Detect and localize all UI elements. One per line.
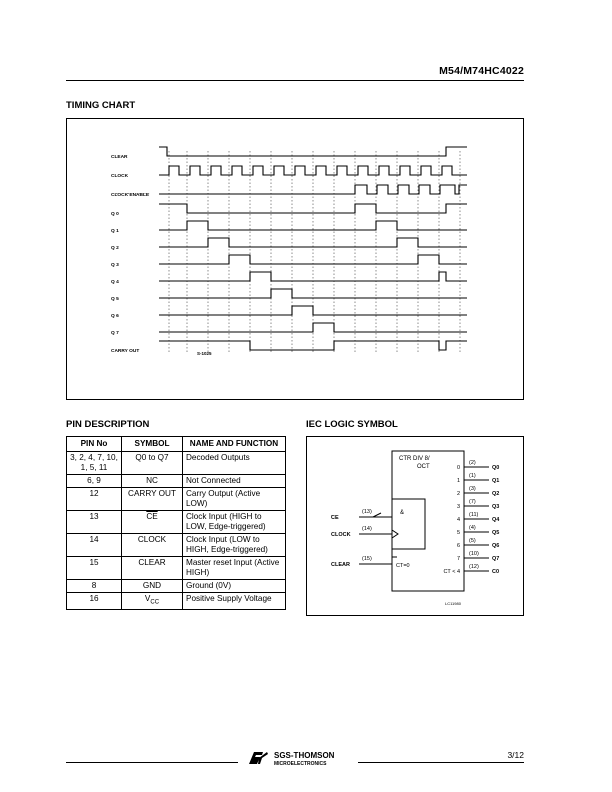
iec-symbol-frame [306, 436, 524, 616]
table-row [67, 593, 286, 610]
q7-waveform [159, 323, 467, 332]
output-index: 4 [456, 517, 460, 523]
pin-function: Decoded Outputs [183, 452, 286, 475]
header-rule [66, 80, 524, 81]
table-row [67, 557, 286, 580]
pin-description-table [66, 436, 286, 610]
pin-number: 15 [67, 557, 122, 580]
signal-label: Q 4 [111, 280, 119, 285]
signal-label: Q 7 [111, 331, 119, 336]
input-pin-clock: (14) [362, 526, 372, 532]
output-pin: (2) [469, 460, 476, 466]
table-row [67, 511, 286, 534]
output-pin: (12) [469, 564, 479, 570]
pin-symbol-vcc-subscript: CC [150, 599, 160, 606]
pin-number: 6, 9 [67, 475, 122, 488]
pin-function: Ground (0V) [183, 580, 286, 593]
timing-figure-code: S-1025 [197, 351, 212, 356]
pin-symbol: CLOCK [122, 534, 183, 557]
output-label: Q5 [492, 530, 500, 536]
output-index: 2 [456, 491, 460, 497]
signal-label: Q 0 [111, 212, 119, 217]
pin-number: 13 [67, 511, 122, 534]
pin-number: 8 [67, 580, 122, 593]
signal-label: Q 2 [111, 246, 119, 251]
pin-function: Positive Supply Voltage [183, 593, 286, 610]
output-label: Q2 [492, 491, 500, 497]
table-row [67, 488, 286, 511]
pin-number: 3, 2, 4, 7, 10, 1, 5, 11 [67, 452, 122, 475]
carry-out-waveform [159, 341, 467, 350]
signal-label: CLEAR [111, 155, 128, 160]
signal-label: Q 5 [111, 297, 119, 302]
output-pin: (10) [469, 551, 479, 557]
pin-number: 16 [67, 593, 122, 610]
output-label: C0 [492, 569, 500, 575]
output-label: Q0 [492, 465, 500, 471]
clock-waveform [159, 166, 467, 175]
clock-edge-marker [392, 530, 398, 538]
st-logo-icon [246, 750, 270, 771]
output-pin: (3) [469, 486, 476, 492]
signal-label: CARRY OUT [111, 349, 140, 354]
brand-subtitle: MICROELECTRONICS [274, 761, 327, 767]
pin-symbol: Q0 to Q7 [122, 452, 183, 475]
brand-name: SGS-THOMSON [274, 751, 335, 760]
pin-symbol-vcc: V [144, 594, 151, 603]
pin-symbol: CLEAR [122, 557, 183, 580]
output-index: CT < 4 [443, 569, 460, 575]
q5-waveform [159, 289, 467, 298]
output-pin: (11) [469, 512, 479, 518]
pin-symbol: GND [122, 580, 183, 593]
output-pin: (5) [469, 538, 476, 544]
col-header-pin: PIN No [67, 437, 122, 452]
col-header-symbol: SYMBOL [122, 437, 183, 452]
input-label-clock: CLOCK [331, 532, 351, 538]
signal-label: Q 3 [111, 263, 119, 268]
output-pin: (7) [469, 499, 476, 505]
pin-function: Not Connected [183, 475, 286, 488]
pin-number: 12 [67, 488, 122, 511]
block-title-line2: OCT [417, 464, 430, 470]
input-label-clear: CLEAR [331, 562, 350, 568]
output-index: 6 [456, 543, 460, 549]
col-header-function: NAME AND FUNCTION [183, 437, 286, 452]
pin-symbol-ce: $\overline{CE}$ [146, 512, 158, 521]
pin-function: Carry Output (Active LOW) [183, 488, 286, 511]
ct0-marker: CT=0 [396, 563, 410, 569]
footer-rule-right [358, 762, 524, 763]
signal-label: CLOCK [111, 174, 129, 179]
output-index: 1 [456, 478, 460, 484]
output-label: Q7 [492, 556, 500, 562]
pin-symbol: NC [122, 475, 183, 488]
table-row [67, 580, 286, 593]
pin-function: Clock Input (LOW to HIGH, Edge-triggered) [183, 534, 286, 557]
input-pin-ce: (13) [362, 509, 372, 515]
block-title-line1: CTR DIV 8/ [399, 456, 430, 462]
iec-logic-diagram [307, 437, 523, 615]
pin-symbol: CARRY OUT [122, 488, 183, 511]
output-index: 7 [456, 556, 460, 562]
ce-negation-mark [373, 513, 381, 517]
page-number: 3/12 [507, 750, 524, 760]
input-pin-clear: (15) [362, 556, 372, 562]
and-marker: & [400, 510, 405, 516]
output-index: 5 [456, 530, 460, 536]
output-label: Q1 [492, 478, 500, 484]
output-index: 0 [456, 465, 460, 471]
signal-label: CLOCK ENABLE [111, 193, 150, 198]
output-label: Q6 [492, 543, 500, 549]
output-label: Q3 [492, 504, 500, 510]
table-row [67, 475, 286, 488]
q6-waveform [159, 306, 467, 315]
pin-function: Clock Input (HIGH to LOW, Edge-triggered) [183, 511, 286, 534]
timing-chart-title: TIMING CHART [66, 100, 136, 111]
pin-symbol [122, 511, 183, 534]
iec-symbol-title: IEC LOGIC SYMBOL [306, 419, 398, 430]
timing-chart-frame [66, 118, 524, 400]
pin-number: 14 [67, 534, 122, 557]
signal-label: Q 6 [111, 314, 119, 319]
table-row [67, 452, 286, 475]
output-pin: (4) [469, 525, 476, 531]
q4-waveform [159, 272, 467, 281]
iec-figure-code: LC11980 [445, 601, 461, 606]
output-pin: (1) [469, 473, 476, 479]
pin-function: Master reset Input (Active HIGH) [183, 557, 286, 580]
timing-diagram [67, 119, 523, 399]
document-part-number: M54/M74HC4022 [439, 65, 524, 77]
pin-symbol [122, 593, 183, 610]
input-label-ce: CE [331, 515, 339, 521]
footer-rule-left [66, 762, 238, 763]
and-gate-box [392, 499, 425, 549]
output-label: Q4 [492, 517, 500, 523]
signal-label: Q 1 [111, 229, 119, 234]
output-index: 3 [456, 504, 460, 510]
pin-description-title: PIN DESCRIPTION [66, 419, 150, 430]
table-row [67, 534, 286, 557]
table-header-row [67, 437, 286, 452]
